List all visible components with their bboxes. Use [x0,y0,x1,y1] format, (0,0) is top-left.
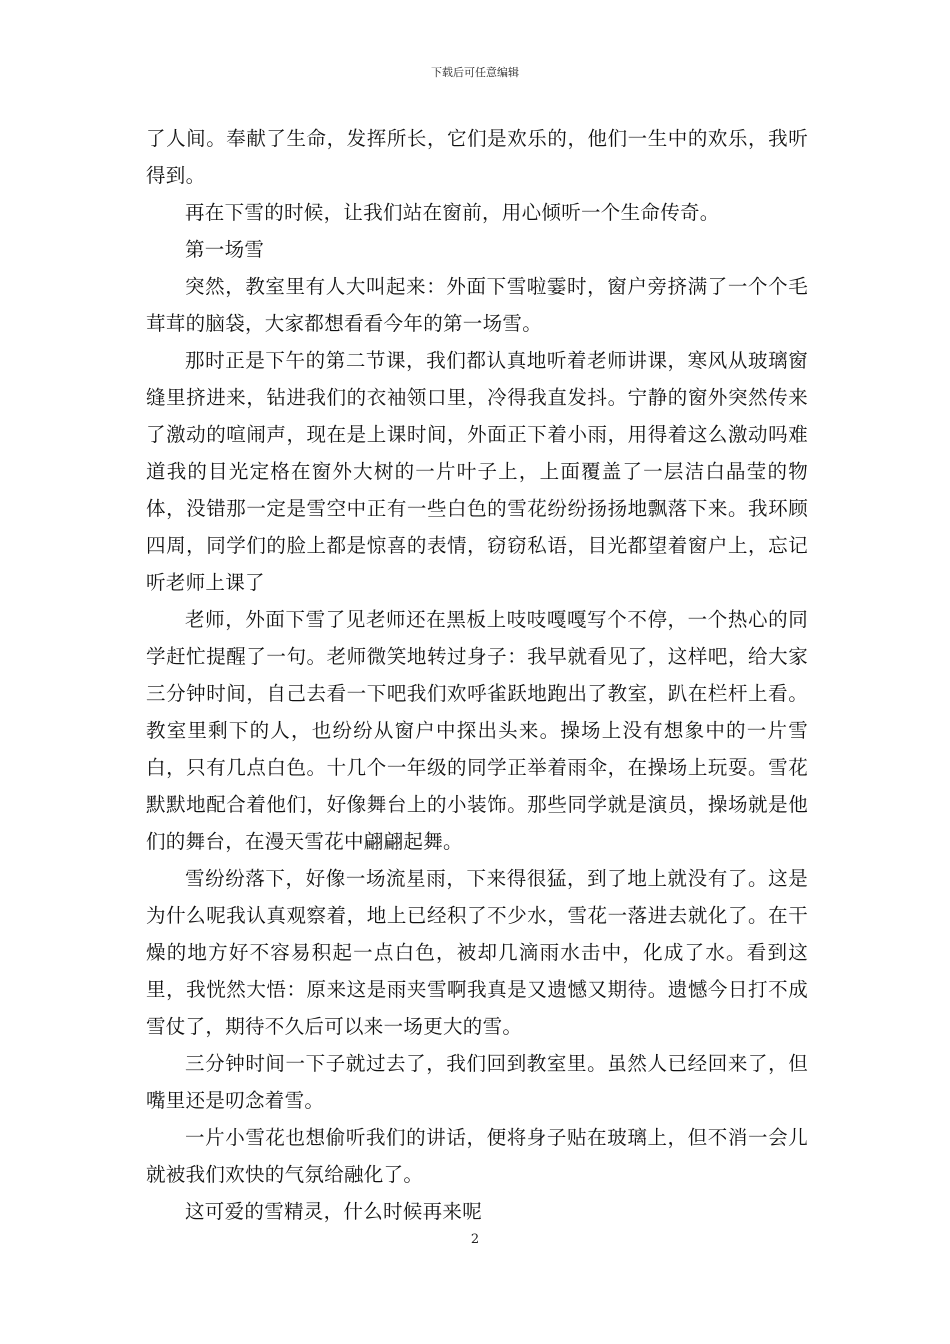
paragraph: 这可爱的雪精灵，什么时候再来呢 [185,1200,483,1223]
paragraph: 雪纷纷落下，好像一场流星雨，下来得很猛，到了地上就没有了。这是为什么呢我认真观察着，地上已经积了不少水，雪花一落进去就化了。在干燥的地方好不容易积起一点白色，被却几滴雨水击中，化成了水。看到这里，我恍然大悟：原来这是雨夹雪啊我真是又遗憾又期待。遗憾今日打不成雪仗了，期待不久后可以来一场更大的雪。 [146,867,808,1038]
document-body [146,120,808,1230]
page-number: 2 [470,1232,480,1247]
paragraph: 一片小雪花也想偷听我们的讲话，便将身子贴在玻璃上，但不消一会儿就被我们欢快的气氛给融化了。 [146,1126,808,1186]
paragraph: 再在下雪的时候，让我们站在窗前，用心倾听一个生命传奇。 [185,201,720,224]
paragraph: 那时正是下午的第二节课，我们都认真地听着老师讲课，寒风从玻璃窗缝里挤进来，钻进我们的衣袖领口里，冷得我直发抖。宁静的窗外突然传来了激动的喧闹声，现在是上课时间，外面正下着小雨，用得着这么激动吗难道我的目光定格在窗外大树的一片叶子上，上面覆盖了一层洁白晶莹的物体，没错那一定是雪空中正有一些白色的雪花纷纷扬扬地飘落下来。我环顾四周，同学们的脸上都是惊喜的表情，窃窃私语，目光都望着窗户上，忘记听老师上课了 [146,349,808,594]
section-title: 第一场雪 [185,238,265,261]
paragraph: 老师，外面下雪了见老师还在黑板上吱吱嘎嘎写个不停，一个热心的同学赶忙提醒了一句。老师微笑地转过身子：我早就看见了，这样吧，给大家三分钟时间，自己去看一下吧我们欢呼雀跃地跑出了教室，趴在栏杆上看。教室里剩下的人，也纷纷从窗户中探出头来。操场上没有想象中的一片雪白，只有几点白色。十几个一年级的同学正举着雨伞，在操场上玩耍。雪花默默地配合着他们，好像舞台上的小装饰。那些同学就是演员，操场就是他们的舞台，在漫天雪花中翩翩起舞。 [146,608,808,853]
page-header: 下载后可任意编辑 [431,66,519,79]
paragraph: 突然，教室里有人大叫起来：外面下雪啦霎时，窗户旁挤满了一个个毛茸茸的脑袋，大家都想看看今年的第一场雪。 [146,275,808,335]
paragraph-continued: 了人间。奉献了生命，发挥所长，它们是欢乐的，他们一生中的欢乐，我听得到。 [146,127,808,187]
paragraph: 三分钟时间一下子就过去了，我们回到教室里。虽然人已经回来了，但嘴里还是叨念着雪。 [146,1052,808,1112]
